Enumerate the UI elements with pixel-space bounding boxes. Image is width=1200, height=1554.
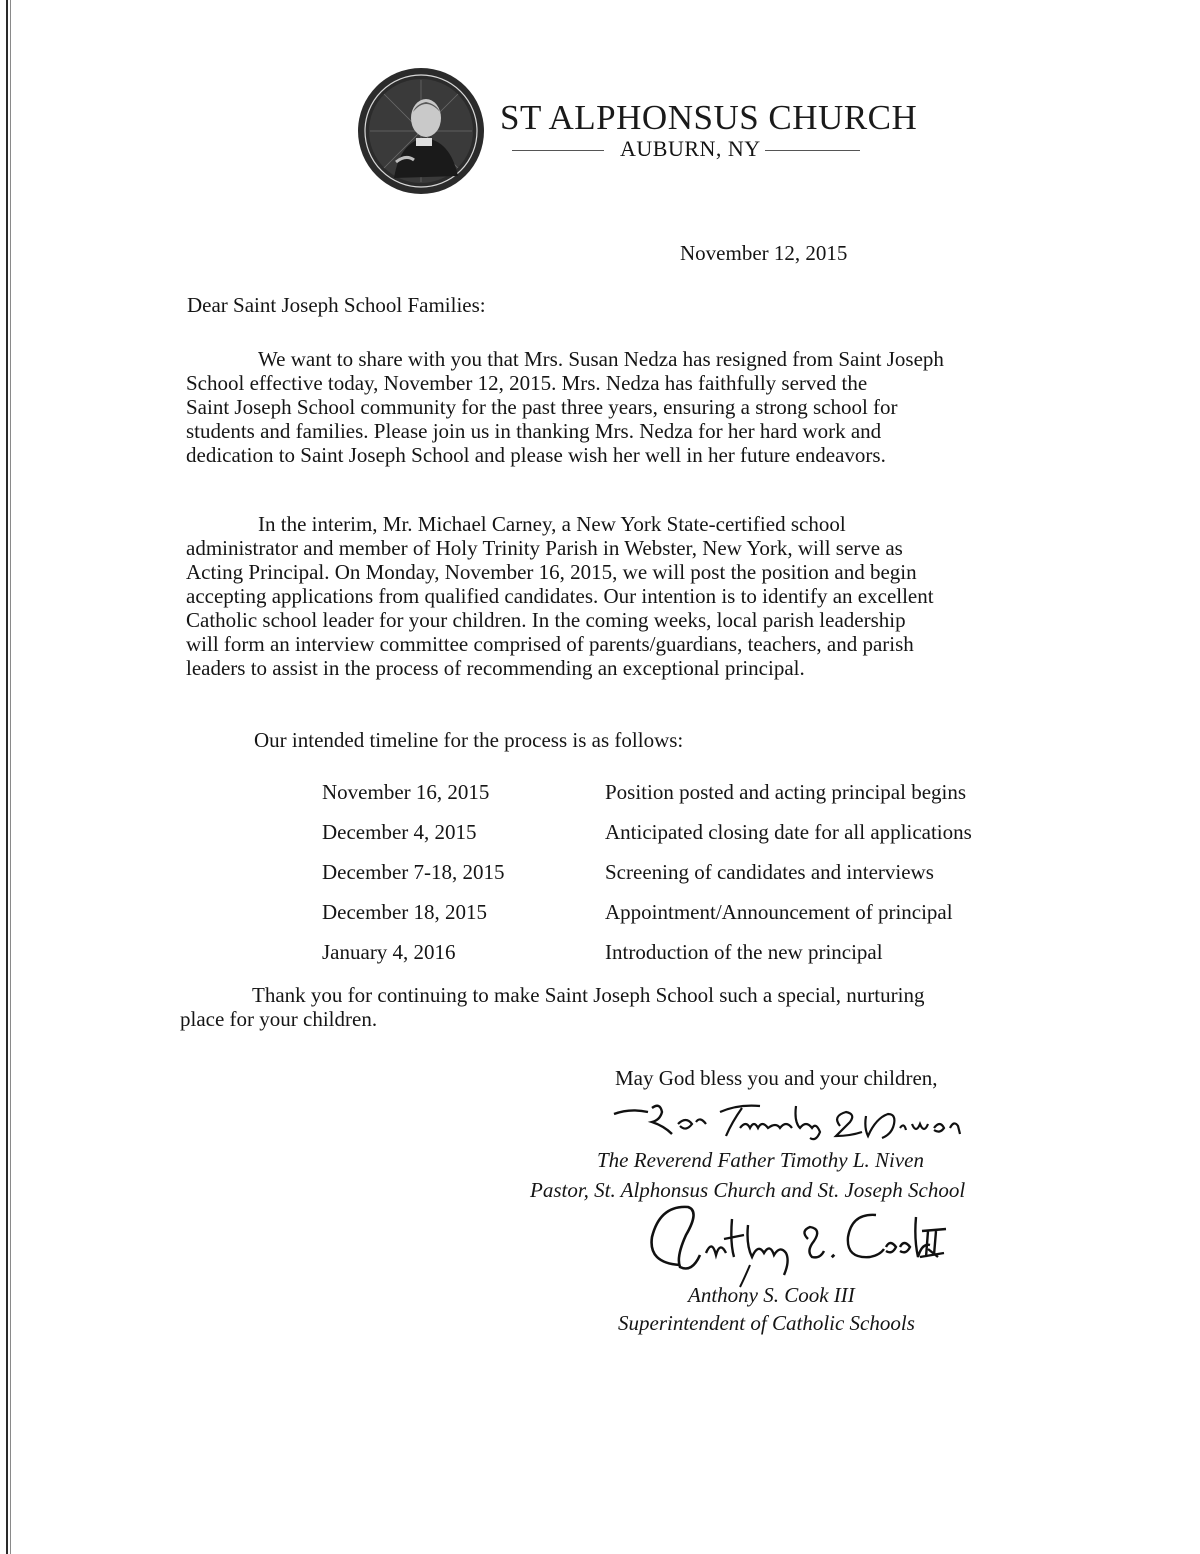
paragraph-line: dedication to Saint Joseph School and please wish her well in her future endeavors. [186,443,886,467]
paragraph-interim [186,512,1036,680]
timeline-date: December 18, 2015 [322,900,488,924]
paragraph-line: administrator and member of Holy Trinity Parish in Webster, New York, will serve as [186,536,903,560]
signer-name: The Reverend Father Timothy L. Niven [597,1148,924,1172]
timeline-date: December 4, 2015 [322,820,477,844]
left-rule [512,150,604,151]
closing-line: May God bless you and your children, [615,1066,938,1090]
paragraph-line: students and families. Please join us in thanking Mrs. Nedza for her hard work and [186,419,882,443]
timeline-event: Anticipated closing date for all applications [605,820,972,844]
church-name: ST ALPHONSUS CHURCH [500,98,918,137]
paragraph-line: place for your children. [180,1007,378,1031]
right-rule [765,150,860,151]
signer-title: Pastor, St. Alphonsus Church and St. Joseph School [530,1178,966,1202]
paragraph-line: Saint Joseph School community for the past three years, ensuring a strong school for [186,395,898,419]
paragraph-resignation [186,347,1036,467]
scan-edge-shadow [10,0,11,1554]
paragraph-line: We want to share with you that Mrs. Susan Nedza has resigned from Saint Joseph [258,347,944,371]
timeline-event: Appointment/Announcement of principal [605,900,953,924]
church-location: AUBURN, NY [620,136,761,161]
paragraph-line: leaders to assist in the process of recommending an exceptional principal. [186,656,805,680]
paragraph-line: Catholic school leader for your children. In the coming weeks, local parish leadership [186,608,906,632]
church-location-row [508,136,868,164]
paragraph-line: School effective today, November 12, 2015. Mrs. Nedza has faithfully served the [186,371,868,395]
paragraph-line: will form an interview committee comprised of parents/guardians, teachers, and parish [186,632,914,656]
timeline-intro: Our intended timeline for the process is as follows: [254,728,684,752]
scan-edge [6,0,8,1554]
paragraph-line: accepting applications from qualified candidates. Our intention is to identify an excellent [186,584,934,608]
timeline-date: December 7-18, 2015 [322,860,505,884]
superintendent-signature [640,1195,950,1290]
paragraph-line: In the interim, Mr. Michael Carney, a New York State-certified school [258,512,846,536]
paragraph-thanks [180,983,1036,1031]
timeline-event: Introduction of the new principal [605,940,883,964]
letter-date: November 12, 2015 [680,241,848,265]
paragraph-line: Thank you for continuing to make Saint Joseph School such a special, nurturing [252,983,925,1007]
timeline-date: January 4, 2016 [322,940,456,964]
salutation: Dear Saint Joseph School Families: [187,293,486,317]
timeline-event: Screening of candidates and interviews [605,860,934,884]
timeline-date: November 16, 2015 [322,780,490,804]
church-seal-icon [356,66,486,196]
timeline-event: Position posted and acting principal begins [605,780,967,804]
signer-title: Superintendent of Catholic Schools [618,1311,915,1335]
signer-name: Anthony S. Cook III [688,1283,855,1307]
paragraph-line: Acting Principal. On Monday, November 16, 2015, we will post the position and begin [186,560,917,584]
pastor-signature [600,1092,970,1152]
